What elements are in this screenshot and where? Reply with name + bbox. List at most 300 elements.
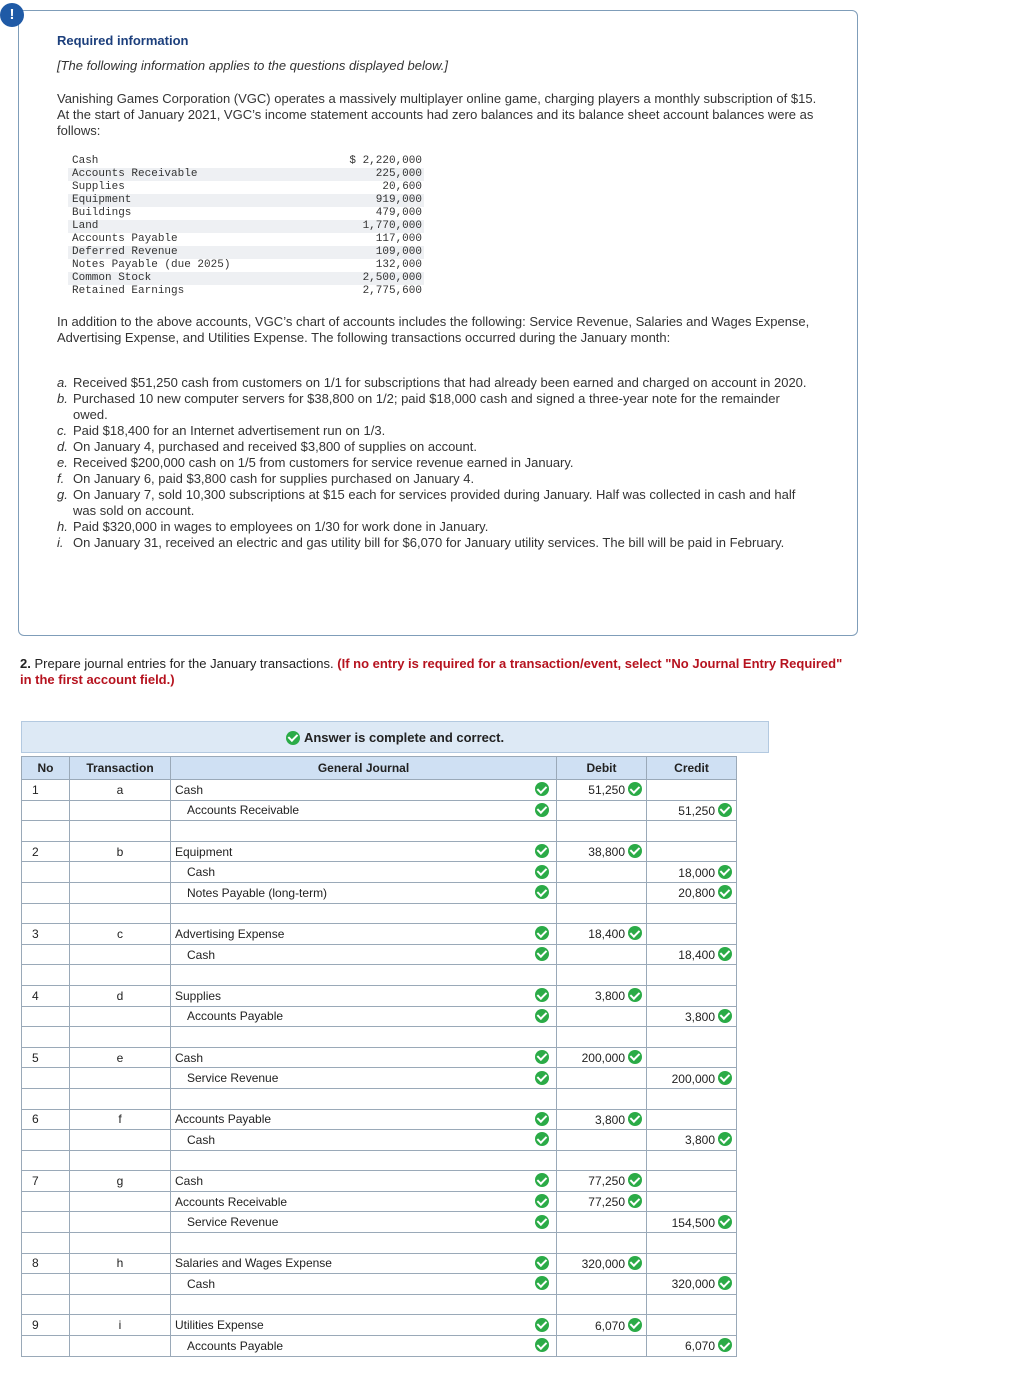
transaction-letter: c [70,924,171,945]
transaction-letter [70,821,171,842]
account-field[interactable]: Salaries and Wages Expense [171,1253,535,1274]
account-check-cell [535,841,557,862]
credit-field[interactable] [647,965,737,986]
debit-field[interactable] [557,1233,647,1254]
check-circle-icon [535,1009,549,1023]
account-check-cell [535,1294,557,1315]
account-check-cell [535,1047,557,1068]
account-check-cell [535,985,557,1006]
journal-row [22,1027,737,1048]
transaction-letter [70,1006,171,1027]
journal-row [22,1212,737,1233]
account-field[interactable] [171,1294,535,1315]
transaction-text: Received $200,000 cash on 1/5 from customers for service revenue earned in January. [73,455,574,470]
journal-row [22,780,737,801]
balance-account: Retained Earnings [72,285,185,297]
account-check-cell [535,821,557,842]
account-check-cell [535,903,557,924]
balance-amount: 117,000 [375,233,422,245]
col-header-credit: Credit [647,757,737,780]
check-circle-icon [535,1276,549,1290]
entry-number [22,821,70,842]
check-circle-icon [535,1256,549,1270]
account-check-cell [535,1068,557,1089]
balance-row [68,155,424,168]
credit-field[interactable] [647,1212,737,1233]
entry-number: 9 [22,1315,70,1336]
credit-field[interactable] [647,1130,737,1151]
entry-number [22,1294,70,1315]
account-field[interactable] [171,965,535,986]
entry-number: 7 [22,1171,70,1192]
transaction-item [57,487,817,519]
transaction-text: Purchased 10 new computer servers for $38,800 on 1/2; paid $18,000 cash and signed a three-year note for the remainder owed. [73,391,780,422]
check-circle-icon [718,1132,732,1146]
account-field[interactable]: Accounts Payable [171,1006,535,1027]
debit-field[interactable] [557,821,647,842]
journal-row [22,800,737,821]
transaction-label: h. [57,519,68,534]
journal-row [22,882,737,903]
journal-row [22,1047,737,1068]
transaction-letter: a [70,780,171,801]
debit-amount: 200,000 [581,1050,625,1065]
transaction-letter [70,1212,171,1233]
debit-field[interactable] [557,1130,647,1151]
account-check-cell [535,1006,557,1027]
transactions-list [57,375,817,551]
chart-of-accounts-text: In addition to the above accounts, VGC’s chart of accounts includes the following: Service Revenue, Salaries and Wages Expense, Advertising Expense, and Utilities Expense. The following transactions occurred during the January month: [57,314,810,345]
check-circle-icon [535,947,549,961]
opening-balances-table [68,155,424,298]
debit-field[interactable] [557,1191,647,1212]
general-journal-table [21,756,737,1357]
credit-amount: 154,500 [671,1215,715,1230]
account-check-cell [535,1150,557,1171]
debit-field[interactable] [557,800,647,821]
debit-amount: 6,070 [594,1318,625,1333]
transaction-letter: h [70,1253,171,1274]
entry-number [22,800,70,821]
transaction-item [57,423,817,439]
check-circle-icon [535,803,549,817]
account-field[interactable]: Cash [171,1130,535,1151]
credit-field[interactable] [647,985,737,1006]
debit-field[interactable] [557,1088,647,1109]
entry-number [22,1150,70,1171]
account-field[interactable]: Notes Payable (long-term) [171,882,535,903]
credit-amount: 20,800 [678,886,715,901]
transaction-letter [70,1336,171,1357]
check-circle-icon [535,1112,549,1126]
journal-row [22,1088,737,1109]
transaction-letter [70,1233,171,1254]
account-check-cell [535,1315,557,1336]
credit-field[interactable] [647,903,737,924]
transaction-letter [70,1274,171,1295]
check-circle-icon [628,1050,642,1064]
credit-field[interactable] [647,1294,737,1315]
transaction-text: On January 4, purchased and received $3,800 of supplies on account. [73,439,477,454]
debit-field[interactable] [557,944,647,965]
journal-row [22,841,737,862]
alert-icon: ! [0,3,24,27]
balance-row [68,220,424,233]
account-field[interactable]: Accounts Receivable [171,1191,535,1212]
question-text: Prepare journal entries for the January transactions. [34,656,334,671]
debit-field[interactable] [557,924,647,945]
account-field[interactable]: Cash [171,1047,535,1068]
credit-field[interactable] [647,780,737,801]
check-circle-icon [535,885,549,899]
question-instruction: (If no entry is required for a transaction/event, select "No Journal Entry Required" in the first account field.) [20,656,843,687]
balance-amount: 20,600 [382,181,422,193]
account-field[interactable]: Service Revenue [171,1068,535,1089]
transaction-label: c. [57,423,68,438]
entry-number: 8 [22,1253,70,1274]
balance-account: Notes Payable (due 2025) [72,259,231,271]
balance-amount: 1,770,000 [340,220,424,233]
credit-amount: 320,000 [671,1277,715,1292]
account-field[interactable] [171,821,535,842]
entry-number: 5 [22,1047,70,1068]
transaction-item [57,471,817,487]
check-circle-icon [535,1338,549,1352]
account-field[interactable]: Cash [171,944,535,965]
journal-row [22,1109,737,1130]
credit-amount: 18,400 [678,947,715,962]
debit-field[interactable] [557,862,647,883]
account-field[interactable]: Accounts Payable [171,1109,535,1130]
transaction-letter [70,944,171,965]
entry-number [22,1006,70,1027]
debit-amount: 3,800 [594,1112,625,1127]
account-check-cell [535,862,557,883]
check-circle-icon [628,844,642,858]
credit-field[interactable] [647,800,737,821]
debit-field[interactable] [557,1274,647,1295]
entry-number [22,903,70,924]
check-circle-icon [718,1009,732,1023]
account-check-cell [535,882,557,903]
balance-account: Deferred Revenue [68,246,340,259]
check-circle-icon [628,782,642,796]
balance-amount: 132,000 [375,259,422,271]
journal-row [22,1171,737,1192]
debit-field[interactable] [557,882,647,903]
transaction-letter: i [70,1315,171,1336]
transaction-letter: b [70,841,171,862]
check-circle-icon [535,1318,549,1332]
balance-account: Accounts Payable [72,233,178,245]
balance-account: Common Stock [68,272,340,285]
check-circle-icon [535,1050,549,1064]
question-prompt [20,656,850,688]
credit-amount: 18,000 [678,865,715,880]
transaction-label: d. [57,439,68,454]
debit-field[interactable] [557,1027,647,1048]
scenario-intro: Vanishing Games Corporation (VGC) operates a massively multiplayer online game, charging players a monthly subscription of $15. At the start of January 2021, VGC’s income statement accounts had zero balances and its balance sheet account balances were as follows: [57,91,817,138]
account-check-cell [535,1233,557,1254]
transaction-text: On January 7, sold 10,300 subscriptions at $15 each for services provided during January. Half was collected in cash and half was sold on account. [73,487,796,518]
balance-amount: $ 2,220,000 [349,155,422,167]
answer-status-banner [21,721,769,753]
check-circle-icon [628,1194,642,1208]
credit-field[interactable] [647,882,737,903]
journal-row [22,1130,737,1151]
account-field[interactable] [171,1027,535,1048]
debit-amount: 3,800 [594,989,625,1004]
balance-account: Accounts Receivable [68,168,340,181]
journal-row [22,1336,737,1357]
credit-field[interactable] [647,1027,737,1048]
balance-amount: 2,500,000 [340,272,424,285]
credit-field[interactable] [647,1150,737,1171]
entry-number: 4 [22,985,70,1006]
check-circle-icon [718,803,732,817]
journal-row [22,1315,737,1336]
transaction-letter [70,1027,171,1048]
credit-field[interactable] [647,1088,737,1109]
account-check-cell [535,1171,557,1192]
check-circle-icon [535,988,549,1002]
journal-row [22,1253,737,1274]
transaction-letter [70,1088,171,1109]
credit-amount: 200,000 [671,1071,715,1086]
journal-row [22,1294,737,1315]
debit-amount: 18,400 [588,927,625,942]
credit-amount: 3,800 [684,1133,715,1148]
credit-field[interactable] [647,1253,737,1274]
balance-account: Buildings [72,207,132,219]
check-circle-icon [718,885,732,899]
debit-amount: 77,250 [588,1195,625,1210]
journal-row [22,1068,737,1089]
transaction-letter [70,1068,171,1089]
entry-number [22,944,70,965]
transaction-letter [70,1294,171,1315]
entry-number: 1 [22,780,70,801]
balance-account: Land [68,220,340,233]
account-field[interactable]: Cash [171,862,535,883]
journal-row [22,862,737,883]
journal-row [22,1233,737,1254]
transaction-letter [70,965,171,986]
journal-row [22,1006,737,1027]
balance-row [68,233,424,246]
journal-row [22,965,737,986]
debit-field[interactable] [557,1150,647,1171]
credit-field[interactable] [647,1315,737,1336]
journal-row [22,924,737,945]
journal-row [22,1150,737,1171]
account-check-cell [535,1274,557,1295]
credit-field[interactable] [647,944,737,965]
journal-row [22,944,737,965]
balance-row [68,246,424,259]
balance-row [68,272,424,285]
check-circle-icon [535,1071,549,1085]
debit-amount: 320,000 [581,1256,625,1271]
account-check-cell [535,800,557,821]
balance-row [68,168,424,181]
entry-number [22,882,70,903]
check-circle-icon [718,947,732,961]
transaction-label: b. [57,391,68,406]
transaction-item [57,439,817,455]
entry-number [22,1088,70,1109]
credit-field[interactable] [647,1336,737,1357]
check-circle-icon [535,926,549,940]
debit-field[interactable] [557,1212,647,1233]
entry-number: 6 [22,1109,70,1130]
entry-number: 2 [22,841,70,862]
transaction-item [57,391,817,423]
balance-amount: 479,000 [375,207,422,219]
debit-field[interactable] [557,985,647,1006]
credit-field[interactable] [647,1274,737,1295]
transaction-letter [70,800,171,821]
credit-field[interactable] [647,821,737,842]
col-header-general-journal: General Journal [171,757,557,780]
account-check-cell [535,1191,557,1212]
credit-field[interactable] [647,1191,737,1212]
credit-field[interactable] [647,1109,737,1130]
balance-amount: 2,775,600 [362,285,422,297]
transaction-letter [70,1130,171,1151]
check-circle-icon [535,1173,549,1187]
check-circle-icon [628,988,642,1002]
account-field[interactable]: Cash [171,780,535,801]
transaction-text: Received $51,250 cash from customers on 1/1 for subscriptions that had already been earned and charged on account in 2020. [73,375,807,390]
account-field[interactable] [171,1233,535,1254]
journal-row [22,903,737,924]
account-field[interactable]: Advertising Expense [171,924,535,945]
transaction-text: Paid $320,000 in wages to employees on 1/30 for work done in January. [73,519,489,534]
account-field[interactable]: Service Revenue [171,1212,535,1233]
entry-number [22,1274,70,1295]
check-circle-icon [535,844,549,858]
balance-row [68,194,424,207]
account-field[interactable] [171,1150,535,1171]
credit-field[interactable] [647,1047,737,1068]
transaction-text: On January 31, received an electric and gas utility bill for $6,070 for January utility services. The bill will be paid in February. [73,535,785,550]
account-field[interactable]: Equipment [171,841,535,862]
account-field[interactable]: Accounts Receivable [171,800,535,821]
debit-field[interactable] [557,965,647,986]
check-circle-icon [718,1215,732,1229]
entry-number [22,1191,70,1212]
credit-field[interactable] [647,1068,737,1089]
balance-account: Cash [72,155,99,167]
check-circle-icon [628,926,642,940]
credit-field[interactable] [647,924,737,945]
balance-account: Supplies [72,181,125,193]
transaction-item [57,519,817,535]
credit-amount: 51,250 [678,803,715,818]
account-field[interactable]: Cash [171,1274,535,1295]
entry-number [22,1233,70,1254]
check-circle-icon [718,1071,732,1085]
debit-amount: 77,250 [588,1174,625,1189]
debit-amount: 38,800 [588,844,625,859]
entry-number [22,1068,70,1089]
debit-field[interactable] [557,1315,647,1336]
credit-amount: 6,070 [684,1339,715,1354]
journal-header-row [22,757,737,780]
required-info-subtitle: [The following information applies to the questions displayed below.] [57,58,448,73]
debit-field[interactable] [557,1047,647,1068]
account-field[interactable]: Supplies [171,985,535,1006]
debit-field[interactable] [557,1068,647,1089]
transaction-letter: e [70,1047,171,1068]
check-circle-icon [718,865,732,879]
account-field[interactable]: Cash [171,1171,535,1192]
debit-field[interactable] [557,780,647,801]
account-field[interactable]: Utilities Expense [171,1315,535,1336]
journal-row [22,821,737,842]
account-check-cell [535,1109,557,1130]
debit-field[interactable] [557,1336,647,1357]
debit-amount: 51,250 [588,783,625,798]
account-check-cell [535,965,557,986]
credit-field[interactable] [647,1233,737,1254]
account-field[interactable] [171,1088,535,1109]
check-circle-icon [628,1173,642,1187]
balance-row [68,207,424,220]
account-check-cell [535,1253,557,1274]
col-header-no: No [22,757,70,780]
transaction-label: g. [57,487,68,502]
account-check-cell [535,1027,557,1048]
journal-row [22,985,737,1006]
col-header-transaction: Transaction [70,757,171,780]
balance-row [68,181,424,194]
credit-field[interactable] [647,1006,737,1027]
credit-field[interactable] [647,841,737,862]
debit-field[interactable] [557,903,647,924]
account-field[interactable]: Accounts Payable [171,1336,535,1357]
debit-field[interactable] [557,841,647,862]
check-circle-icon [535,1215,549,1229]
debit-field[interactable] [557,1253,647,1274]
balance-amount: 919,000 [340,194,424,207]
account-field[interactable] [171,903,535,924]
transaction-letter [70,862,171,883]
check-circle-icon [535,782,549,796]
transaction-label: e. [57,455,68,470]
debit-field[interactable] [557,1006,647,1027]
transaction-letter [70,903,171,924]
balance-row [68,259,424,272]
account-check-cell [535,780,557,801]
debit-field[interactable] [557,1109,647,1130]
credit-field[interactable] [647,862,737,883]
debit-field[interactable] [557,1294,647,1315]
account-check-cell [535,1336,557,1357]
credit-field[interactable] [647,1171,737,1192]
account-check-cell [535,944,557,965]
debit-field[interactable] [557,1171,647,1192]
entry-number: 3 [22,924,70,945]
account-check-cell [535,1212,557,1233]
entry-number [22,862,70,883]
journal-row [22,1191,737,1212]
answer-status-text: Answer is complete and correct. [303,730,505,745]
account-check-cell [535,924,557,945]
transaction-text: On January 6, paid $3,800 cash for supplies purchased on January 4. [73,471,475,486]
check-circle-icon [535,865,549,879]
